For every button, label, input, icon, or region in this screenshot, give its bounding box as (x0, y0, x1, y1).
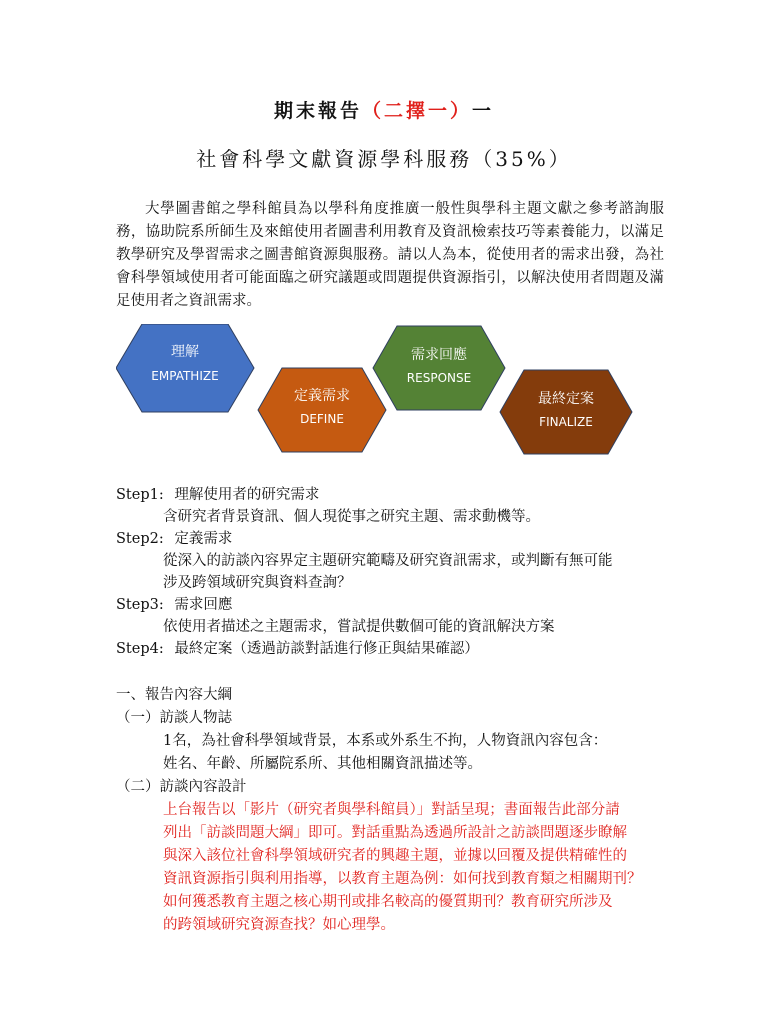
hex-finalize-en: FINALIZE (539, 415, 593, 429)
hex-finalize (500, 370, 632, 454)
section1-line-2: 姓名、年齡、所屬院系所、其他相關資訊描述等。 (163, 756, 482, 772)
report-title-choice: （二擇一） (361, 100, 472, 122)
section2-line-5: 如何獲悉教育主題之核心期刊或排名較高的優質期刊？教育研究所涉及 (163, 894, 613, 910)
step2-label: Step2: (116, 531, 164, 547)
hex-response (373, 326, 505, 410)
step4-row (116, 638, 479, 660)
step2-row (116, 528, 232, 550)
step1-desc: 含研究者背景資訊、個人現從事之研究主題、需求動機等。 (163, 509, 540, 525)
step4-label: Step4: (116, 641, 164, 657)
hex-define (258, 368, 386, 452)
step3-title: 需求回應 (174, 597, 233, 613)
step3-label: Step3: (116, 597, 164, 613)
step2-desc-2: 涉及跨領域研究與資料查詢？ (163, 575, 352, 591)
hex-define-zh: 定義需求 (294, 388, 350, 404)
section2-line-2: 列出「訪談問題大綱」即可。對話重點為透過所設計之訪談問題逐步瞭解 (163, 825, 627, 841)
step3-desc: 依使用者描述之主題需求，嘗試提供數個可能的資訊解決方案 (163, 619, 555, 635)
hex-response-zh: 需求回應 (411, 347, 467, 363)
report-title-main: 期末報告 (273, 100, 362, 122)
hex-define-en: DEFINE (300, 412, 344, 426)
hex-empathize-en: EMPATHIZE (151, 369, 219, 383)
report-title-dash: 一 (472, 100, 495, 122)
report-subtitle: 社會科學文獻資源學科服務（35%） (196, 147, 572, 171)
section2-line-4: 資訊資源指引與利用指導，以教育主題為例：如何找到教育類之相關期刊？ (163, 871, 642, 887)
hex-empathize-zh: 理解 (171, 344, 199, 360)
step4-title: 最終定案（透過訪談對話進行修正與結果確認） (174, 641, 479, 657)
section1-line-1: 1名，為社會科學領域背景，本系或外系生不拘，人物資訊內容包含： (163, 733, 608, 749)
step2-title: 定義需求 (174, 531, 233, 547)
section1-heading: （一）訪談人物誌 (116, 710, 232, 726)
section2-line-6: 的跨領域研究資源查找？如心理學。 (163, 917, 395, 933)
process-diagram (116, 324, 656, 456)
outline-heading: 一、報告內容大綱 (116, 687, 232, 703)
step1-label: Step1: (116, 487, 164, 503)
report-title (0, 96, 768, 123)
hex-response-en: RESPONSE (406, 371, 472, 385)
section2-line-1: 上台報告以「影片（研究者與學科館員）」對話呈現；書面報告此部分請 (163, 802, 620, 818)
step3-row (116, 594, 232, 616)
step1-title: 理解使用者的研究需求 (174, 487, 320, 503)
step1-row (116, 484, 319, 506)
hex-empathize (116, 324, 254, 412)
hex-finalize-zh: 最終定案 (538, 391, 594, 407)
step2-desc-1: 從深入的訪談內容界定主題研究範疇及研究資訊需求，或判斷有無可能 (163, 553, 613, 569)
section2-heading: （二）訪談內容設計 (116, 779, 247, 795)
intro-paragraph: 大學圖書館之學科館員為以學科角度推廣一般性與學科主題文獻之參考諮詢服務，協助院系所師生及來館使用者圖書利用教育及資訊檢索技巧等素養能力，以滿足教學研究及學習需求之圖書館資源與服務。請以人為本，從使用者的需求出發，為社會科學領域使用者可能面臨之研究議題或問題提供資源指引，以解決使用者問題及滿足使用者之資訊需求。 (116, 201, 664, 309)
section2-line-3: 與深入該位社會科學領域研究者的興趣主題，並據以回覆及提供精確性的 (163, 848, 627, 864)
